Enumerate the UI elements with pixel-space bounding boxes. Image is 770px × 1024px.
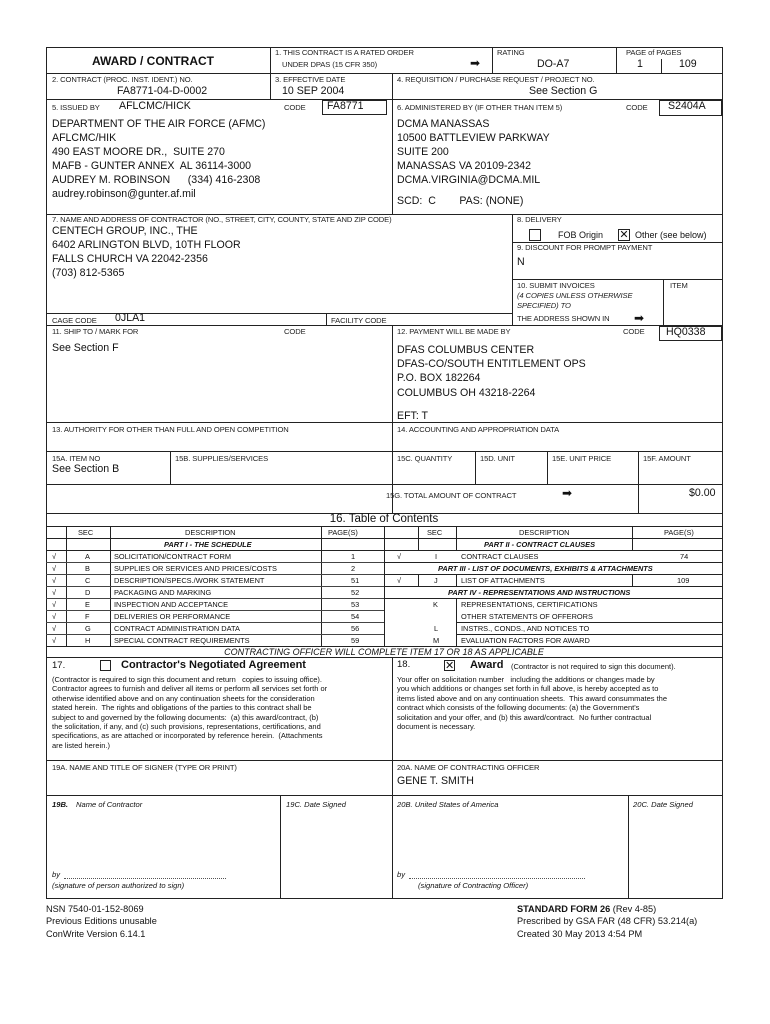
issued-by-address: DEPARTMENT OF THE AIR FORCE (AFMC) AFLCMC/HIK 490 EAST MOORE DR., SUITE 270 MAFB - GUNTER ANNEX AL 36114-3000 AUDREY M. ROBINSON (334) 416-2308 audrey.robinson@gunter.af.mil — [52, 118, 266, 201]
toc-part-3: PART III - LIST OF DOCUMENTS, EXHIBITS & ATTACHMENTS — [438, 564, 653, 573]
ship-to-label: 11. SHIP TO / MARK FOR — [52, 327, 139, 336]
contract-no: FA8771-04-D-0002 — [117, 85, 208, 97]
payment-address: DFAS COLUMBUS CENTER DFAS-CO/SOUTH ENTITLEMENT OPS P.O. BOX 182264 COLUMBUS OH 43218-2264 — [397, 344, 586, 399]
toc-page: 56 — [351, 624, 360, 633]
footer-previous: Previous Editions unusable — [46, 916, 157, 927]
unit-price-label: 15E. UNIT PRICE — [552, 454, 612, 463]
negotiated-agreement-checkbox[interactable] — [100, 660, 111, 671]
item-no-label: 15A. ITEM NO — [52, 454, 101, 463]
arrow-right-icon: ➡ — [562, 486, 573, 500]
toc-check: √ — [52, 636, 57, 645]
toc-desc: DELIVERIES OR PERFORMANCE — [114, 612, 231, 621]
date-signed-19c-label: 19C. Date Signed — [286, 800, 346, 809]
toc-sec: M — [433, 636, 440, 645]
footer-form-name: STANDARD FORM 26 — [517, 904, 611, 914]
footer-prescribed: Prescribed by GSA FAR (48 CFR) 53.214(a) — [517, 916, 698, 927]
accounting-label: 14. ACCOUNTING AND APPROPRIATION DATA — [397, 425, 560, 434]
contractor-address: CENTECH GROUP, INC., THE 6402 ARLINGTON BLVD, 10TH FLOOR FALLS CHURCH VA 22042-2356 (703) 812-5365 — [52, 225, 241, 279]
toc-sec: C — [85, 576, 91, 585]
facility-code-label: FACILITY CODE — [331, 316, 387, 325]
toc-sec: B — [85, 564, 90, 573]
toc-sec: G — [85, 624, 91, 633]
toc-page: 59 — [351, 636, 360, 645]
footer-nsn: NSN 7540-01-152-8069 — [46, 904, 144, 914]
box17-text: (Contractor is required to sign this document and return copies to issuing office). Contractor agrees to furnish and deliver all items or perform all services set forth or otherwise identified above and on any continuation sheets for the consideration stated herein. The rights and obligations of the parties to this contract shall be subject to and governed by the following documents: (a) this award/contract, (b) the solicitation, if any, and (c) such provisions, representations, certifications, and specifications, as are attached or incorporated by reference herein. (Attachments are listed herein.) — [52, 675, 328, 750]
united-states-label: 20B. United States of America — [397, 800, 499, 809]
officer-signature-line[interactable] — [409, 878, 585, 879]
date-signed-20c-label: 20C. Date Signed — [633, 800, 693, 809]
toc-sec: A — [85, 552, 90, 561]
toc-desc: PACKAGING AND MARKING — [114, 588, 212, 597]
contractor-name-label: Name of Contractor — [76, 800, 143, 809]
toc-check: √ — [52, 552, 57, 561]
invoice-copies-note: (4 COPIES UNLESS OTHERWISE — [517, 291, 633, 300]
authority-label: 13. AUTHORITY FOR OTHER THAN FULL AND OPEN COMPETITION — [52, 425, 289, 434]
toc-check: √ — [52, 564, 57, 573]
toc-desc: CONTRACT CLAUSES — [461, 552, 539, 561]
toc-sec: D — [85, 588, 91, 597]
toc-page: 51 — [351, 576, 360, 585]
toc-check: √ — [52, 588, 57, 597]
officer-by-label: by — [397, 870, 406, 879]
negotiated-agreement-title: Contractor's Negotiated Agreement — [121, 659, 306, 671]
discount-label: 9. DISCOUNT FOR PROMPT PAYMENT — [517, 243, 653, 252]
signer-name-label: 19A. NAME AND TITLE OF SIGNER (TYPE OR PRINT) — [52, 763, 237, 772]
invoice-address-note: THE ADDRESS SHOWN IN — [517, 314, 610, 323]
contractor-signature-caption: (signature of person authorized to sign) — [52, 881, 185, 890]
requisition-label: 4. REQUISITION / PURCHASE REQUEST / PROJECT NO. — [397, 75, 595, 84]
toc-sec: F — [85, 612, 90, 621]
toc-page: 74 — [680, 552, 689, 561]
page-count: 109 — [679, 58, 697, 70]
administered-by-label: 6. ADMINISTERED BY (IF OTHER THAN ITEM 5) — [397, 103, 563, 112]
other-delivery-checkbox[interactable]: ✕ — [619, 229, 629, 241]
toc-sec: L — [434, 624, 439, 633]
issued-by: AFLCMC/HICK — [119, 100, 191, 112]
rated-order-label: 1. THIS CONTRACT IS A RATED ORDER — [275, 48, 414, 57]
eft-value: EFT: T — [397, 410, 428, 422]
toc-desc: CONTRACT ADMINISTRATION DATA — [114, 624, 240, 633]
toc-desc: EVALUATION FACTORS FOR AWARD — [461, 636, 590, 645]
administered-by-address: DCMA MANASSAS 10500 BATTLEVIEW PARKWAY SUITE 200 MANASSAS VA 20109-2342 DCMA.VIRGINIA@DCMA.MIL — [397, 118, 550, 187]
toc-check: √ — [397, 552, 402, 561]
delivery-label: 8. DELIVERY — [517, 215, 562, 224]
issued-by-code: FA8771 — [327, 100, 364, 112]
payment-code: HQ0338 — [666, 326, 706, 338]
contracting-officer-name: GENE T. SMITH — [397, 775, 474, 787]
issued-by-code-label: CODE — [284, 103, 306, 112]
contractor-label: 7. NAME AND ADDRESS OF CONTRACTOR (NO., STREET, CITY, COUNTY, STATE AND ZIP CODE) — [52, 215, 392, 224]
ship-to-code-label: CODE — [284, 327, 306, 336]
footer-rev: (Rev 4-85) — [610, 904, 657, 914]
toc-desc: OTHER STATEMENTS OF OFFERORS — [461, 612, 593, 621]
form-title: AWARD / CONTRACT — [92, 54, 214, 68]
payment-label: 12. PAYMENT WILL BE MADE BY — [397, 327, 511, 336]
toc-desc-header-left: DESCRIPTION — [185, 528, 236, 537]
award-note: (Contractor is not required to sign this document). — [511, 662, 676, 671]
toc-desc: INSTRS., CONDS., AND NOTICES TO — [461, 624, 590, 633]
arrow-right-icon: ➡ — [634, 311, 645, 325]
item-no-value: See Section B — [52, 463, 120, 475]
toc-sec: E — [85, 600, 90, 609]
toc-sec: I — [435, 552, 438, 561]
fob-origin-label: FOB Origin — [558, 230, 604, 240]
toc-page: 2 — [351, 564, 356, 573]
invoice-item-label: ITEM — [670, 281, 688, 290]
footer-created: Created 30 May 2013 4:54 PM — [517, 928, 643, 939]
toc-desc: LIST OF ATTACHMENTS — [461, 576, 545, 585]
quantity-label: 15C. QUANTITY — [397, 454, 453, 463]
box17-number: 17. — [52, 660, 66, 671]
toc-part-2: PART II - CONTRACT CLAUSES — [484, 540, 595, 549]
scd-pas: SCD: C PAS: (NONE) — [397, 195, 524, 207]
toc-page: 109 — [677, 576, 690, 585]
toc-check: √ — [52, 624, 57, 633]
total-amount-label: 15G. TOTAL AMOUNT OF CONTRACT — [386, 491, 517, 500]
invoice-specified-note: SPECIFIED) TO — [517, 301, 571, 310]
contractor-by-label: by — [52, 870, 61, 879]
toc-desc: SOLICITATION/CONTRACT FORM — [114, 552, 232, 561]
toc-sec: H — [85, 636, 91, 645]
toc-desc: DESCRIPTION/SPECS./WORK STATEMENT — [114, 576, 265, 585]
contractor-signature-line[interactable] — [64, 878, 226, 879]
page-of-pages-label: PAGE of PAGES — [626, 48, 682, 57]
toc-page: 52 — [351, 588, 360, 597]
officer-signature-caption: (signature of Contracting Officer) — [418, 881, 529, 890]
dpas-label: UNDER DPAS (15 CFR 350) — [282, 60, 378, 69]
toc-desc: REPRESENTATIONS, CERTIFICATIONS — [461, 600, 598, 609]
page-number: 1 — [637, 58, 643, 70]
footer-left — [46, 903, 157, 940]
rating-label: RATING — [497, 48, 525, 57]
toc-page: 1 — [351, 552, 356, 561]
payment-code-label: CODE — [623, 327, 645, 336]
footer-version: ConWrite Version 6.14.1 — [46, 928, 146, 939]
effective-date-label: 3. EFFECTIVE DATE — [275, 75, 346, 84]
toc-check: √ — [397, 576, 402, 585]
box18-text: Your offer on solicitation number including the additions or changes made by you which additions or changes set forth in full above, is hereby accepted as to items listed above and on any continuation sheets. This award consummates the contract which consists of the following documents: (a) the Government's solicitation and your offer, and (b) this award/contract. No further contractual document is necessary. — [397, 675, 668, 732]
box18-number: 18. — [397, 659, 411, 670]
other-delivery-label: Other (see below) — [635, 230, 707, 240]
toc-pages-header-left: PAGE(S) — [328, 528, 358, 537]
toc-desc: SUPPLIES OR SERVICES AND PRICES/COSTS — [114, 564, 277, 573]
unit-label: 15D. UNIT — [480, 454, 515, 463]
box19b-number: 19B. — [52, 800, 69, 809]
arrow-right-icon: ➡ — [470, 56, 481, 70]
toc-pages-header-right: PAGE(S) — [664, 528, 694, 537]
award-title: Award — [470, 659, 504, 671]
effective-date: 10 SEP 2004 — [282, 85, 345, 97]
total-amount-value: $0.00 — [689, 487, 716, 499]
toc-desc: SPECIAL CONTRACT REQUIREMENTS — [114, 636, 250, 645]
administered-by-code: S2404A — [668, 100, 706, 112]
toc-sec-header-left: SEC — [78, 528, 94, 537]
contracting-officer-name-label: 20A. NAME OF CONTRACTING OFFICER — [397, 763, 540, 772]
issued-by-label: 5. ISSUED BY — [52, 103, 100, 112]
contract-no-label: 2. CONTRACT (PROC. INST. IDENT.) NO. — [52, 75, 193, 84]
discount-value: N — [517, 256, 525, 268]
toc-sec: J — [434, 576, 438, 585]
toc-page: 54 — [351, 612, 360, 621]
amount-label: 15F. AMOUNT — [643, 454, 691, 463]
cage-code-label: CAGE CODE — [52, 316, 97, 325]
toc-check: √ — [52, 612, 57, 621]
toc-sec: K — [433, 600, 438, 609]
toc-check: √ — [52, 600, 57, 609]
supplies-label: 15B. SUPPLIES/SERVICES — [175, 454, 269, 463]
toc-sec-header-right: SEC — [427, 528, 443, 537]
toc-part-1: PART I - THE SCHEDULE — [164, 540, 252, 549]
toc-title: 16. Table of Contents — [329, 513, 439, 525]
award-checkbox[interactable]: ✕ — [445, 660, 455, 672]
toc-page: 53 — [351, 600, 360, 609]
footer-right — [517, 903, 697, 940]
toc-part-4: PART IV - REPRESENTATIONS AND INSTRUCTIONS — [448, 588, 631, 597]
ship-to-value: See Section F — [52, 342, 119, 354]
fob-origin-checkbox[interactable] — [529, 229, 541, 241]
toc-desc-header-right: DESCRIPTION — [519, 528, 570, 537]
toc-desc: INSPECTION AND ACCEPTANCE — [114, 600, 229, 609]
rating-value: DO-A7 — [537, 58, 570, 70]
administered-by-code-label: CODE — [626, 103, 648, 112]
requisition-value: See Section G — [529, 85, 598, 97]
contracting-officer-instruction: CONTRACTING OFFICER WILL COMPLETE ITEM 17 OR 18 AS APPLICABLE — [224, 647, 544, 657]
submit-invoices-label: 10. SUBMIT INVOICES — [517, 281, 595, 290]
toc-check: √ — [52, 576, 57, 585]
cage-code: 0JLA1 — [115, 312, 146, 324]
